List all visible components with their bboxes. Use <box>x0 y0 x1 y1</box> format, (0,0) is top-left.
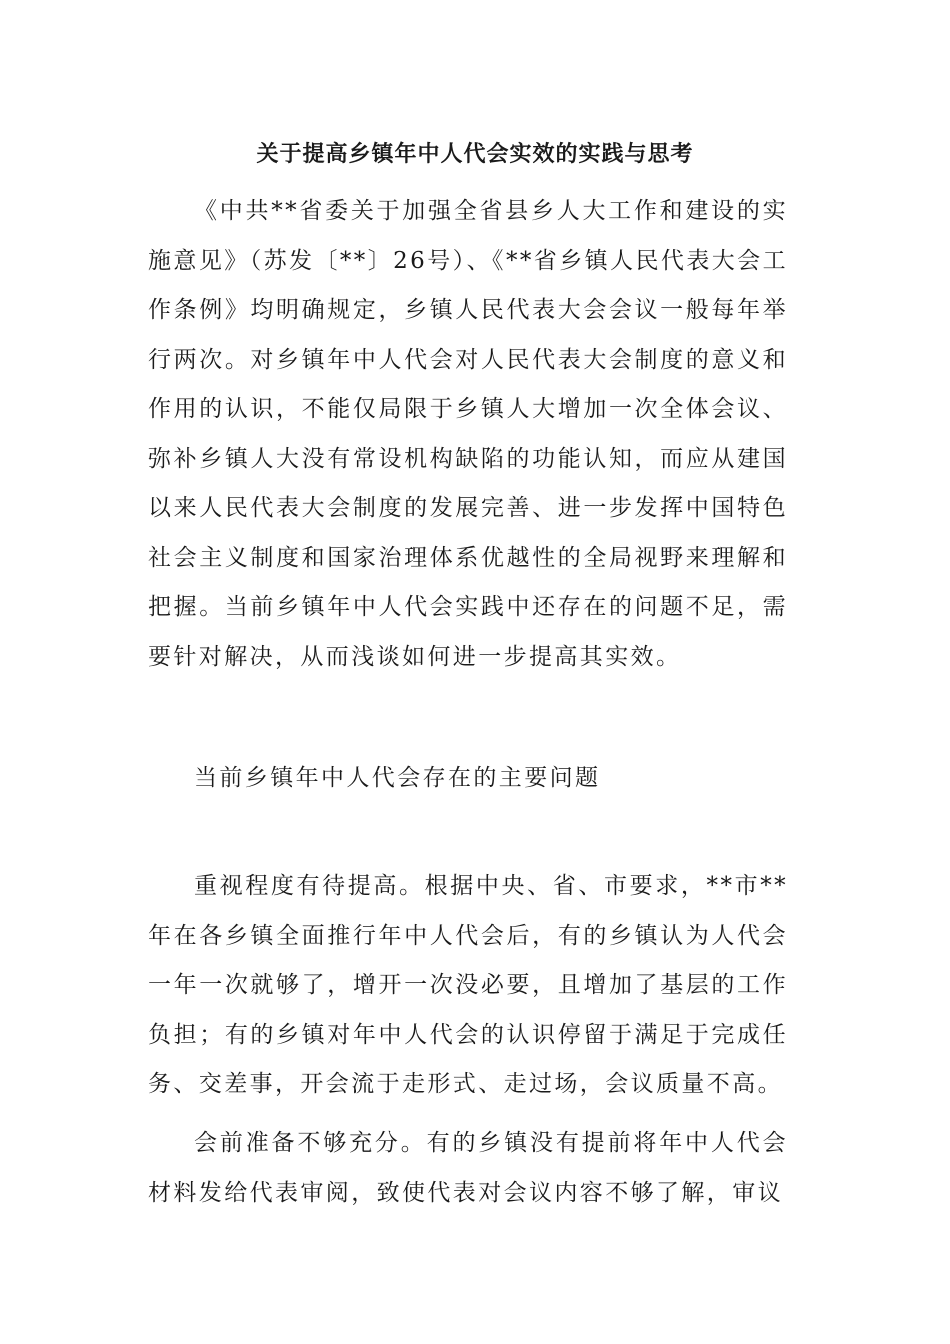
document-title: 关于提高乡镇年中人代会实效的实践与思考 <box>256 141 694 167</box>
body-paragraph-intro: 《中共**省委关于加强全省县乡人大工作和建设的实施意见》（苏发〔**〕26号）、《**省乡镇人民代表大会工作条例》均明确规定，乡镇人民代表大会会议一般每年举行两次。对乡镇年中人代会对人民代表大会制度的意义和作用的认识，不能仅局限于乡镇人大增加一次全体会议、弥补乡镇人大没有常设机构缺陷的功能认知，而应从建国以来人民代表大会制度的发展完善、进一步发挥中国特色社会主义制度和国家治理体系优越性的全局视野来理解和把握。当前乡镇年中人代会实践中还存在的问题不足，需要针对解决，从而浅谈如何进一步提高其实效。 <box>148 198 788 670</box>
body-paragraph-preparation: 会前准备不够充分。有的乡镇没有提前将年中人代会材料发给代表审阅，致使代表对会议内容不够了解，审议 <box>148 1130 788 1206</box>
body-paragraph-attention: 重视程度有待提高。根据中央、省、市要求，**市**年在各乡镇全面推行年中人代会后，有的乡镇认为人代会一年一次就够了，增开一次没必要，且增加了基层的工作负担；有的乡镇对年中人代会的认识停留于满足于完成任务、交差事，开会流于走形式、走过场，会议质量不高。 <box>148 873 788 1097</box>
section-heading-main-problems: 当前乡镇年中人代会存在的主要问题 <box>194 765 601 791</box>
